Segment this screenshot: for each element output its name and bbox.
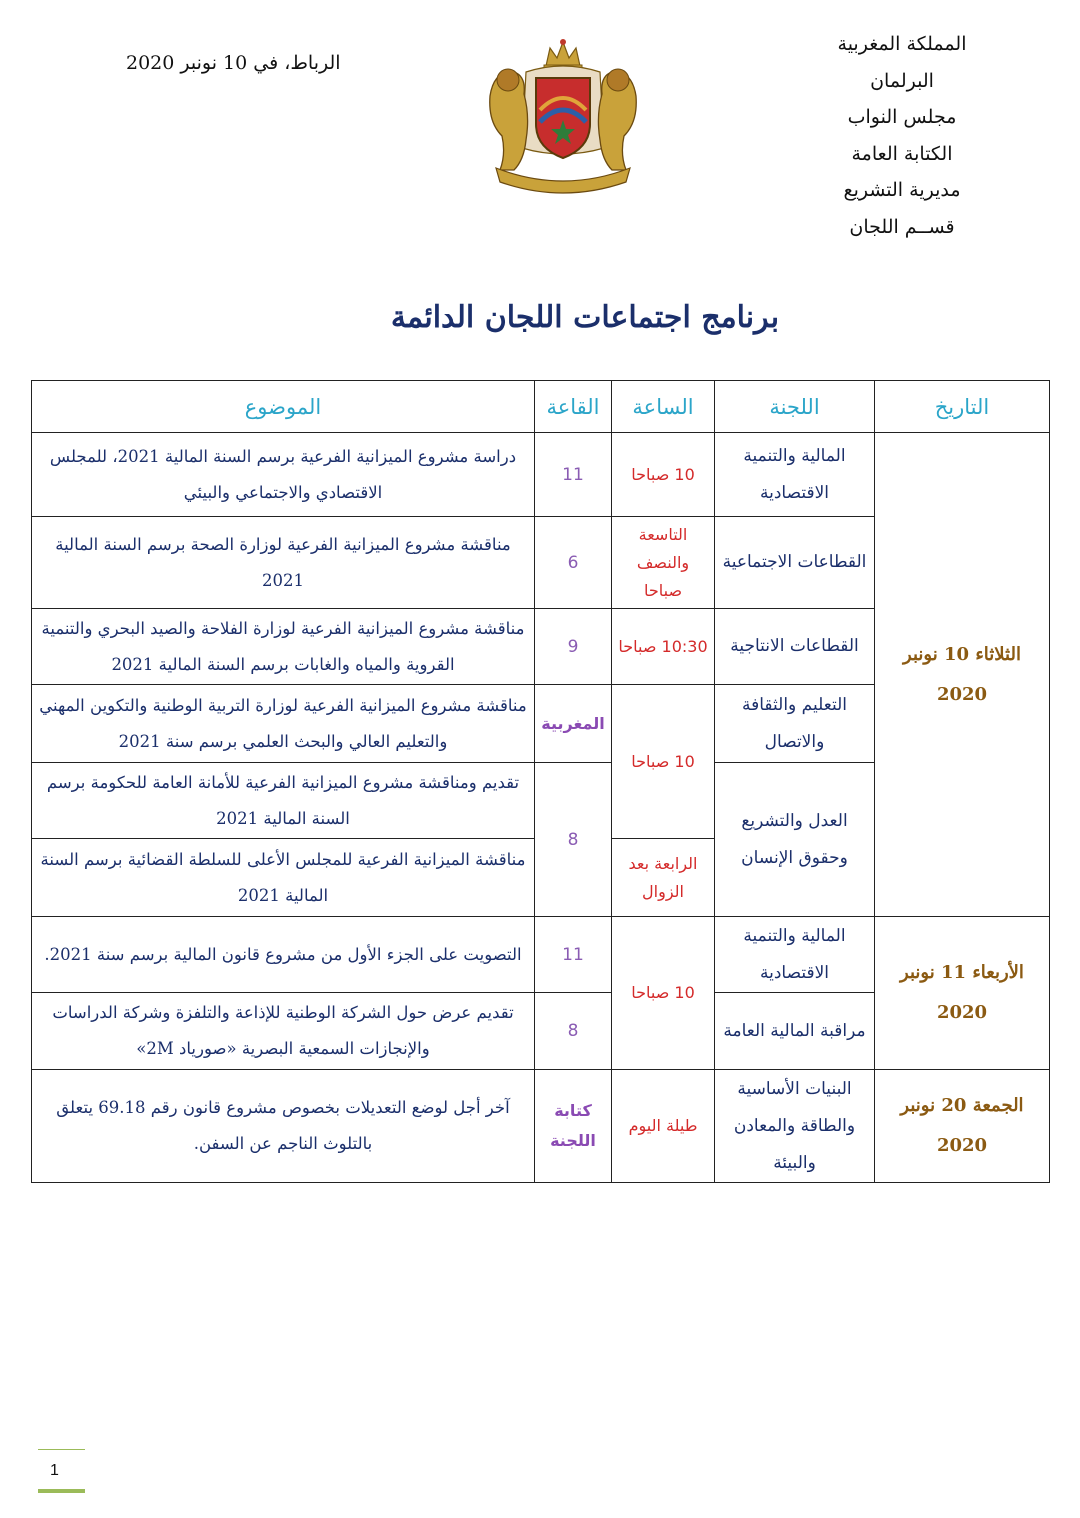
room-cell: كتابة اللجنة	[535, 1070, 612, 1183]
header-line: قســم اللجان	[849, 215, 955, 238]
time-cell: الرابعة بعد الزوال	[612, 839, 715, 917]
table-row	[32, 1070, 1050, 1183]
subject-cell: تقديم ومناقشة مشروع الميزانية الفرعية للأمانة العامة للحكومة برسم السنة المالية 2021	[32, 763, 535, 839]
committee-cell: القطاعات الاجتماعية	[715, 517, 875, 609]
subject-cell: مناقشة مشروع الميزانية الفرعية لوزارة الفلاحة والصيد البحري والتنمية القروية والمياه والغابات برسم السنة المالية 2021	[32, 609, 535, 685]
header-line: المملكة المغربية	[837, 33, 967, 55]
room-cell: 6	[535, 517, 612, 609]
date-cell: الثلاثاء 10 نونبر 2020	[875, 433, 1050, 917]
table-row	[32, 917, 1050, 993]
table-header-row	[32, 381, 1050, 433]
time-cell: 10 صباحا	[612, 433, 715, 517]
header-line: مجلس النواب	[847, 106, 957, 128]
committee-cell: التعليم والثقافة والاتصال	[715, 685, 875, 763]
header-line: الكتابة العامة	[851, 142, 953, 165]
header-room: القاعة	[535, 381, 612, 433]
page-number: 1	[50, 1462, 59, 1479]
room-cell: 9	[535, 609, 612, 685]
header-line: مديرية التشريع	[843, 179, 961, 201]
committee-cell: العدل والتشريع وحقوق الإنسان	[715, 763, 875, 917]
room-cell: 11	[535, 433, 612, 517]
page-title: برنامج اجتماعات اللجان الدائمة	[390, 300, 780, 335]
header-time: الساعة	[612, 381, 715, 433]
room-cell: 8	[535, 993, 612, 1070]
room-cell: 8	[535, 763, 612, 917]
committee-cell: مراقبة المالية العامة	[715, 993, 875, 1070]
coat-of-arms-emblem	[474, 36, 652, 194]
subject-cell: تقديم عرض حول الشركة الوطنية للإذاعة والتلفزة وشركة الدراسات والإنجازات السمعية البصرية «صورياد 2M»	[32, 993, 535, 1070]
date-cell: الأربعاء 11 نونبر 2020	[875, 917, 1050, 1070]
room-cell: المغربية	[535, 685, 612, 763]
institution-header	[812, 26, 992, 245]
committee-cell: القطاعات الانتاجية	[715, 609, 875, 685]
time-cell: طيلة اليوم	[612, 1070, 715, 1183]
header-subject: الموضوع	[32, 381, 535, 433]
time-cell: 10 صباحا	[612, 917, 715, 1070]
footer-top-rule	[38, 1449, 85, 1450]
subject-cell: مناقشة مشروع الميزانية الفرعية لوزارة الصحة برسم السنة المالية 2021	[32, 517, 535, 609]
committee-cell: البنيات الأساسية والطاقة والمعادن والبيئة	[715, 1070, 875, 1183]
subject-cell: مناقشة مشروع الميزانية الفرعية لوزارة التربية الوطنية والتكوين المهني والتعليم العالي والبحث العلمي برسم سنة 2021	[32, 685, 535, 763]
committee-cell: المالية والتنمية الاقتصادية	[715, 917, 875, 993]
header-committee: اللجنة	[715, 381, 875, 433]
place-date: الرباط، في 10 نونبر 2020	[126, 52, 341, 74]
header-line: البرلمان	[870, 69, 934, 92]
subject-cell: التصويت على الجزء الأول من مشروع قانون المالية برسم سنة 2021.	[32, 917, 535, 993]
subject-cell: دراسة مشروع الميزانية الفرعية برسم السنة المالية 2021، للمجلس الاقتصادي والاجتماعي والبيئي	[32, 433, 535, 517]
committee-cell: المالية والتنمية الاقتصادية	[715, 433, 875, 517]
footer-bottom-rule	[38, 1489, 85, 1493]
room-cell: 11	[535, 917, 612, 993]
time-cell: التاسعة والنصف صباحا	[612, 517, 715, 609]
table-row	[32, 433, 1050, 517]
committee-meetings-table	[31, 380, 1050, 1183]
time-cell: 10:30 صباحا	[612, 609, 715, 685]
subject-cell: مناقشة الميزانية الفرعية للمجلس الأعلى للسلطة القضائية برسم السنة المالية 2021	[32, 839, 535, 917]
date-cell: الجمعة 20 نونبر 2020	[875, 1070, 1050, 1183]
header-date: التاريخ	[875, 381, 1050, 433]
subject-cell: آخر أجل لوضع التعديلات بخصوص مشروع قانون رقم 69.18 يتعلق بالتلوث الناجم عن السفن.	[32, 1070, 535, 1183]
time-cell: 10 صباحا	[612, 685, 715, 839]
